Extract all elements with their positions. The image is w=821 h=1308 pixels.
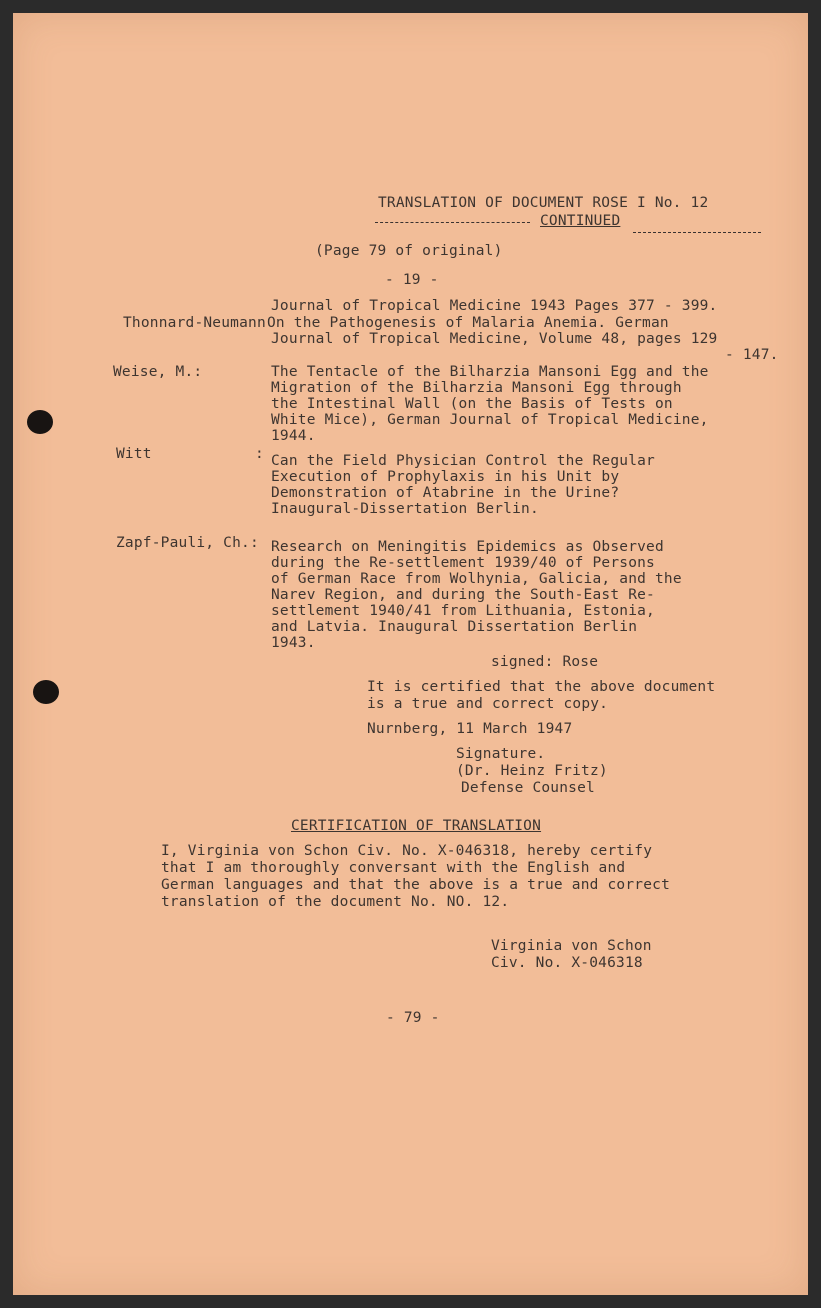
- certified-line-1: is a true and correct copy.: [367, 696, 609, 712]
- certification-line-3: translation of the document No. NO. 12.: [161, 894, 510, 910]
- header-rule-left: [375, 222, 530, 223]
- entry-3-line-0: Can the Field Physician Control the Regular: [271, 453, 655, 469]
- entry-1-line-2: - 147.: [725, 347, 779, 363]
- entry-1-line-1: Journal of Tropical Medicine, Volume 48, pages 129: [271, 331, 718, 347]
- signature-line-1: (Dr. Heinz Fritz): [456, 763, 608, 779]
- translator-name: Virginia von Schon: [491, 938, 652, 954]
- entry-2-line-4: 1944.: [271, 428, 316, 444]
- entry-1-line-0: On the Pathogenesis of Malaria Anemia. German: [267, 315, 669, 331]
- header-rule-right: [633, 232, 761, 233]
- signed-line: signed: Rose: [491, 654, 599, 670]
- entry-3-author: Witt: [116, 446, 152, 462]
- punch-hole-upper: [27, 410, 53, 434]
- entry-2-line-0: The Tentacle of the Bilharzia Mansoni Egg and the: [271, 364, 709, 380]
- entry-4-line-6: 1943.: [271, 635, 316, 651]
- entry-4-line-3: Narev Region, and during the South-East Re-: [271, 587, 655, 603]
- translator-civ-no: Civ. No. X-046318: [491, 955, 643, 971]
- document-page: [13, 13, 808, 1295]
- entry-4-line-5: and Latvia. Inaugural Dissertation Berlin: [271, 619, 638, 635]
- entry-4-line-0: Research on Meningitis Epidemics as Observed: [271, 539, 664, 555]
- entry-0-line-0: Journal of Tropical Medicine 1943 Pages 377 - 399.: [271, 298, 718, 314]
- entry-4-line-2: of German Race from Wolhynia, Galicia, and the: [271, 571, 682, 587]
- page-number-bottom: - 79 -: [386, 1010, 440, 1026]
- entry-4-author: Zapf-Pauli, Ch.:: [116, 535, 259, 551]
- certification-line-2: German languages and that the above is a true and correct: [161, 877, 670, 893]
- entry-3-line-1: Execution of Prophylaxis in his Unit by: [271, 469, 620, 485]
- entry-1-author: Thonnard-Neumann: [123, 315, 266, 331]
- certification-line-0: I, Virginia von Schon Civ. No. X-046318, hereby certify: [161, 843, 653, 859]
- page-reference: (Page 79 of original): [315, 243, 503, 259]
- signature-line-2: Defense Counsel: [461, 780, 595, 796]
- entry-4-line-1: during the Re-settlement 1939/40 of Persons: [271, 555, 655, 571]
- entry-2-author: Weise, M.:: [113, 364, 203, 380]
- certification-heading: CERTIFICATION OF TRANSLATION: [291, 818, 542, 834]
- entry-3-line-2: Demonstration of Atabrine in the Urine?: [271, 485, 620, 501]
- entry-4-line-4: settlement 1940/41 from Lithuania, Estonia,: [271, 603, 655, 619]
- entry-2-line-3: White Mice), German Journal of Tropical Medicine,: [271, 412, 709, 428]
- entry-3-colon: :: [255, 446, 264, 462]
- entry-2-line-1: Migration of the Bilharzia Mansoni Egg through: [271, 380, 682, 396]
- header-title: TRANSLATION OF DOCUMENT ROSE I No. 12: [378, 195, 709, 211]
- place-date: Nurnberg, 11 March 1947: [367, 721, 573, 737]
- certification-line-1: that I am thoroughly conversant with the English and: [161, 860, 626, 876]
- entry-3-line-3: Inaugural-Dissertation Berlin.: [271, 501, 539, 517]
- certified-line-0: It is certified that the above document: [367, 679, 716, 695]
- signature-line-0: Signature.: [456, 746, 546, 762]
- header-continued: CONTINUED: [540, 213, 621, 229]
- entry-2-line-2: the Intestinal Wall (on the Basis of Tests on: [271, 396, 673, 412]
- punch-hole-lower: [33, 680, 59, 704]
- page-number-top: - 19 -: [385, 272, 439, 288]
